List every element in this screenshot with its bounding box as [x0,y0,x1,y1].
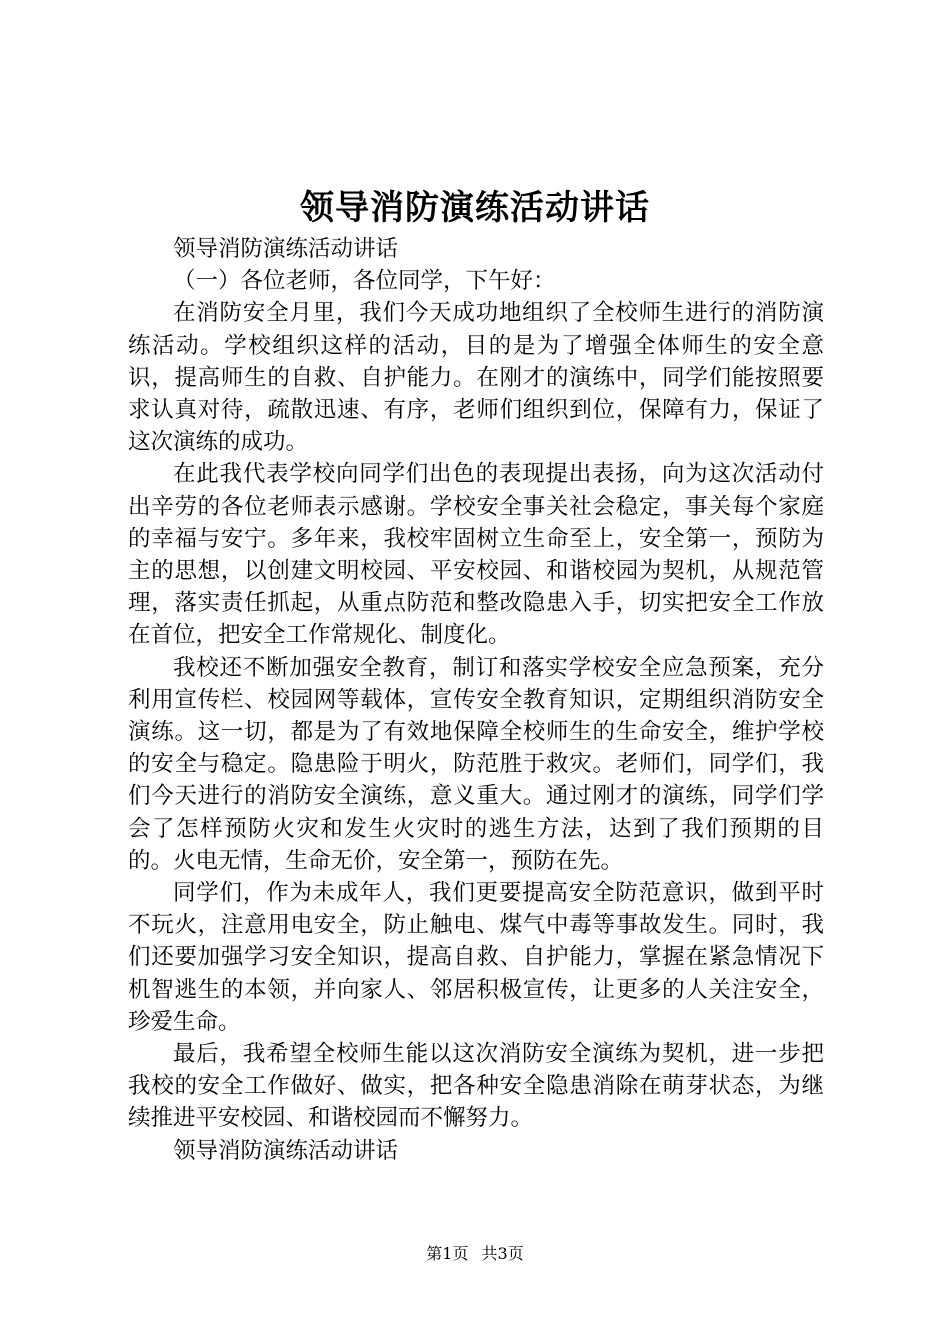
closing-title: 领导消防演练活动讲话 [173,1137,399,1164]
page-total: 共3页 [481,1244,524,1263]
body-paragraph: 在消防安全月里，我们今天成功地组织了全校师生进行的消防演练活动。学校组织这样的活动，目的是为了增强全体师生的安全意识，提高师生的自救、自护能力。在刚才的演练中，同学们能按照要求认真对待，疏散迅速、有序，老师们组织到位，保障有力，保证了这次演练的成功。 [128,300,824,456]
document-body [128,233,824,1167]
page-footer [0,1243,950,1265]
body-subtitle: 领导消防演练活动讲话 [173,236,399,262]
document-title: 领导消防演练活动讲话 [300,188,650,228]
body-paragraph: 我校还不断加强安全教育，制订和落实学校安全应急预案，充分利用宣传栏、校园网等载体，宣传安全教育知识，定期组织消防安全演练。这一切，都是为了有效地保障全校师生的生命安全，维护学校的安全与稳定。隐患险于明火，防范胜于救灾。老师们，同学们，我们今天进行的消防安全演练，意义重大。通过刚才的演练，同学们学会了怎样预防火灾和发生火灾时的逃生方法，达到了我们预期的目的。火电无情，生命无价，安全第一，预防在先。 [128,654,824,874]
body-paragraph: 在此我代表学校向同学们出色的表现提出表扬，向为这次活动付出辛劳的各位老师表示感谢。学校安全事关社会稳定，事关每个家庭的幸福与安宁。多年来，我校牢固树立生命至上，安全第一，预防为主的思想，以创建文明校园、平安校园、和谐校园为契机，从规范管理，落实责任抓起，从重点防范和整改隐患入手，切实把安全工作放在首位，把安全工作常规化、制度化。 [128,461,824,649]
salutation: （一）各位老师，各位同学，下午好： [173,268,556,295]
body-paragraph: 最后，我希望全校师生能以这次消防安全演练为契机，进一步把我校的安全工作做好、做实，把各种安全隐患消除在萌芽状态，为继续推进平安校园、和谐校园而不懈努力。 [128,1041,824,1132]
body-paragraph: 同学们，作为未成年人，我们更要提高安全防范意识，做到平时不玩火，注意用电安全，防止触电、煤气中毒等事故发生。同时，我们还要加强学习安全知识，提高自救、自护能力，掌握在紧急情况下机智逃生的本领，并向家人、邻居积极宣传，让更多的人关注安全，珍爱生命。 [128,880,824,1035]
page-number: 第1页 [426,1244,469,1263]
